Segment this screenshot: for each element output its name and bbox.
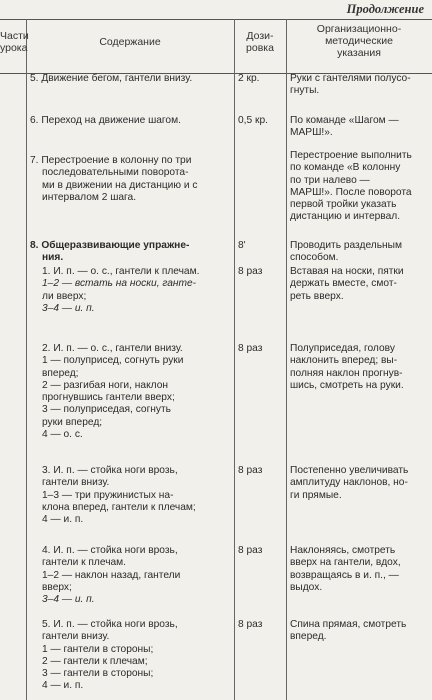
row7-notes: Перестроение выполнить по команде «В колонну по три налево — МАРШ!». После поворота первой тройки указать дистанцию и интервал. xyxy=(290,150,412,223)
header-notes: Организационно- методические указания xyxy=(316,23,402,59)
exercise5-notes: Спина прямая, смотреть вперед. xyxy=(290,619,407,643)
exercise4-content: 4. И. п. — стойка ноги врозь, гантели к плечам. 1–2 — наклон назад, гантели вверх; 3–4 — и. п. xyxy=(42,545,181,606)
table-top-rule xyxy=(0,19,432,20)
exercise3-notes: Постепенно увеличивать амплитуду наклонов, но- ги прямые. xyxy=(290,465,409,501)
row6-content: 6. Переход на движение шагом. xyxy=(30,115,181,126)
column-divider-2 xyxy=(234,19,235,700)
exercise2-notes: Полуприседая, голову наклонить вперед; вы- полняя наклон прогнув- шись, смотреть на руки. xyxy=(290,343,404,391)
exercise2-content: 2. И. п. — о. с., гантели внизу. 1 — полуприсед, согнуть руки вперед; 2 — разгибая ноги, наклон прогнувшись гантели вверх; 3 — полуприседая, согнуть руки вперед; 4 — о. с. xyxy=(42,343,184,441)
header-content: Содержание xyxy=(99,36,161,48)
column-divider-1 xyxy=(26,19,27,700)
continuation-label: Продолжение xyxy=(346,2,424,16)
exercise3-dose: 8 раз xyxy=(238,465,263,476)
row6-notes: По команде «Шагом — МАРШ!». xyxy=(290,115,399,139)
exercise1-notes: Вставая на носки, пятки держать вместе, смот- реть вверх. xyxy=(290,266,404,302)
row8-dose: 8' xyxy=(238,240,246,251)
exercise5-content: 5. И. п. — стойка ноги врозь, гантели внизу. 1 — гантели в стороны; 2 — гантели к плечам; 3 — гантели в стороны; 4 — и. п. xyxy=(42,619,178,692)
header-parts: Части урока xyxy=(0,30,29,54)
exercise3-content: 3. И. п. — стойка ноги врозь, гантели внизу. 1–3 — три пружинистых на- клона вперед, гантели к плечам; 4 — и. п. xyxy=(42,465,196,526)
column-divider-3 xyxy=(286,19,287,700)
exercise2-dose: 8 раз xyxy=(238,343,263,354)
exercise5-dose: 8 раз xyxy=(238,619,263,630)
row5-content: 5. Движение бегом, гантели внизу. xyxy=(30,73,193,84)
row6-dose: 0,5 кр. xyxy=(238,115,268,126)
row5-dose: 2 кр. xyxy=(238,73,260,84)
row8-notes: Проводить раздельным способом. xyxy=(290,240,402,264)
exercise1-content: 1. И. п. — о. с., гантели к плечам. 1–2 — встать на носки, ганте- ли вверх; 3–4 — и. п. xyxy=(42,266,200,314)
exercise4-notes: Наклоняясь, смотреть вверх на гантели, вдох, возвращаясь в и. п., — выдох. xyxy=(290,545,401,593)
header-dosage: Дози- ровка xyxy=(246,30,274,54)
row8-title: 8. Общеразвивающие упражне- ния. xyxy=(30,240,190,264)
row7-content: 7. Перестроение в колонну по три последовательными поворота- ми в движении на дистанцию и с интервалом 2 шага. xyxy=(30,155,198,203)
row5-notes: Руки с гантелями полусо- гнуты. xyxy=(290,73,411,97)
exercise1-dose: 8 раз xyxy=(238,266,263,277)
exercise4-dose: 8 раз xyxy=(238,545,263,556)
